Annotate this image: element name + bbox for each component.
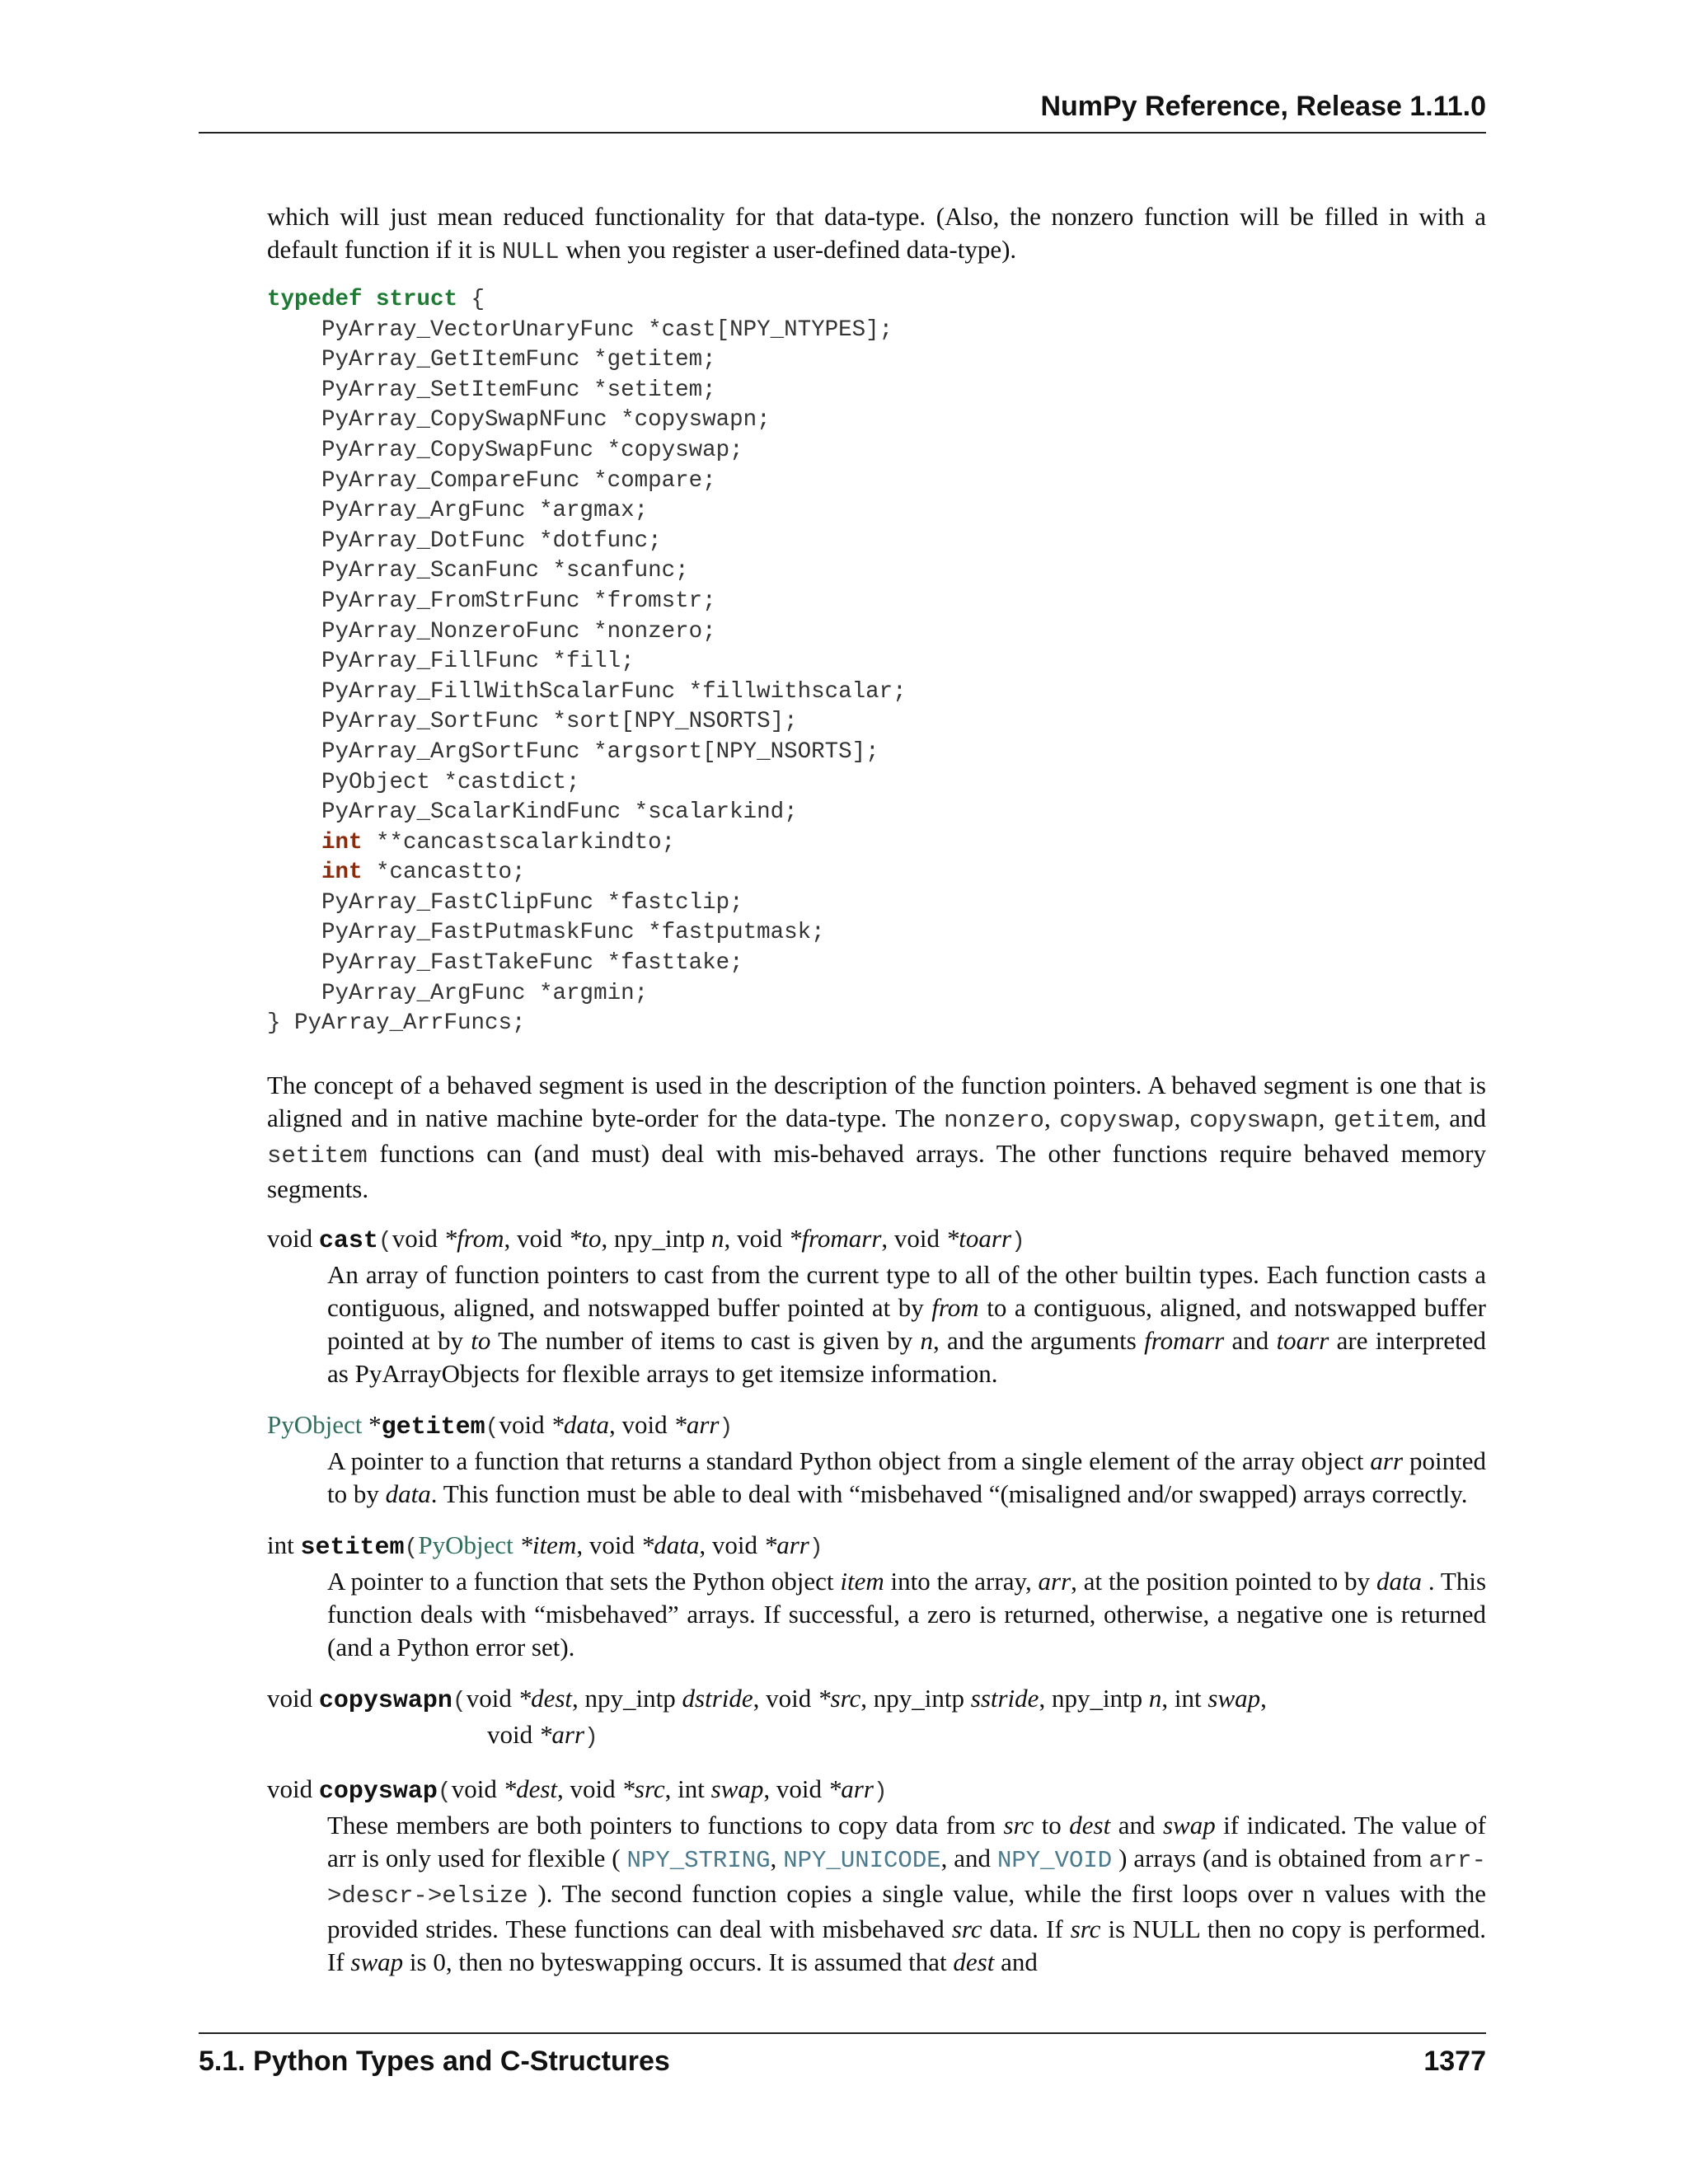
function-name: cast — [318, 1226, 378, 1255]
desc-text: and — [1110, 1810, 1163, 1840]
arg-name: *data — [551, 1409, 609, 1439]
code-keyword: typedef struct — [267, 287, 458, 312]
desc-text: These members are both pointers to functions to copy data from — [327, 1810, 1004, 1840]
desc-text: , at the position pointed to by — [1071, 1566, 1376, 1596]
desc-italic: src — [1003, 1810, 1034, 1840]
arg-type: , npy_intp — [572, 1683, 682, 1713]
paren: ( — [377, 1228, 392, 1254]
arg-name: dstride — [682, 1683, 753, 1713]
desc-text: and — [994, 1947, 1038, 1976]
intro-text: a default function if it is — [267, 202, 1487, 264]
code-keyword: int — [321, 829, 363, 855]
desc-italic: src — [951, 1914, 982, 1943]
desc-italic: fromarr — [1144, 1325, 1225, 1355]
return-type: int — [267, 1530, 301, 1559]
arg-type: void — [451, 1774, 504, 1803]
page-header — [199, 91, 1486, 134]
desc-italic: toarr — [1276, 1325, 1329, 1355]
desc-text: A pointer to a function that returns a standard Python object from a single element of the array object — [327, 1446, 1371, 1475]
desc-italic: swap — [1162, 1810, 1216, 1840]
arg-type: , npy_intp — [860, 1683, 971, 1713]
code-line: PyArray_FastTakeFunc *fasttake; — [321, 950, 743, 977]
code-line: PyArray_CopySwapNFunc *copyswapn; — [321, 407, 771, 434]
desc-text: , and — [940, 1843, 997, 1872]
arg-name: *src — [621, 1774, 665, 1803]
desc-text: to a contiguous, aligned, and notswapped buffer pointed at by — [327, 1292, 1486, 1355]
code-line: } PyArray_ArrFuncs; — [267, 1010, 526, 1037]
code-line: PyArray_ScanFunc *scanfunc; — [321, 558, 689, 584]
null-literal: NULL — [501, 238, 560, 265]
desc-text: data. If — [982, 1914, 1071, 1943]
signature-copyswapn-cont — [267, 1718, 1486, 1755]
arg-type: void — [392, 1223, 444, 1253]
code-line: PyArray_ArgFunc *argmax; — [321, 498, 649, 524]
arg-name: *arr — [828, 1774, 874, 1803]
code-line: PyArray_CompareFunc *compare; — [321, 467, 716, 494]
code-line: PyArray_SetItemFunc *setitem; — [321, 377, 716, 403]
description-getitem — [327, 1445, 1486, 1511]
desc-italic: n — [920, 1325, 934, 1355]
page-content — [267, 200, 1486, 1997]
desc-italic: dest — [1069, 1810, 1111, 1840]
desc-text: are interpreted as PyArrayObjects for flexible arrays to get itemsize information. — [327, 1325, 1487, 1388]
arg-type: , npy_intp — [601, 1223, 711, 1253]
code-line: PyArray_GetItemFunc *getitem; — [321, 347, 716, 373]
description-copyswap — [327, 1809, 1486, 1979]
paren: ) — [719, 1414, 734, 1441]
desc-italic: swap — [350, 1947, 404, 1976]
npy-string-link[interactable]: NPY_STRING — [626, 1846, 771, 1874]
desc-italic: from — [931, 1292, 979, 1322]
arg-type: , void — [763, 1774, 828, 1803]
arg-name: *toarr — [945, 1223, 1012, 1253]
arg-name: *item — [513, 1530, 577, 1559]
desc-text: if indicated. The value of arr is only used for flexible ( — [327, 1810, 1486, 1872]
desc-text: An array of function pointers to cast from the current type to all of the other builtin types. Each function casts a contiguous, aligned, and notswapped buffer pointed at by — [327, 1259, 1486, 1322]
npy-void-link[interactable]: NPY_VOID — [996, 1846, 1113, 1874]
concept-text: , — [1318, 1103, 1334, 1132]
paren: ( — [485, 1414, 499, 1441]
desc-text: pointed to by — [327, 1446, 1486, 1508]
arg-type: void — [499, 1409, 551, 1439]
desc-text: is 0, then no byteswapping occurs. It is assumed that — [403, 1947, 954, 1976]
function-name: copyswapn — [318, 1686, 452, 1715]
code-lines — [267, 317, 907, 826]
code-block — [267, 285, 1486, 1039]
desc-italic: data — [385, 1479, 431, 1508]
concept-text: , — [1043, 1103, 1060, 1132]
pyobject-link[interactable]: PyObject — [267, 1409, 363, 1439]
desc-italic: arr — [1038, 1566, 1071, 1596]
arg-name: *data — [640, 1530, 700, 1559]
def-getitem — [267, 1408, 1486, 1511]
code-ref: copyswap — [1059, 1106, 1175, 1134]
code-ref: arr->descr->elsize — [327, 1846, 1486, 1910]
concept-text: The concept of a behaved segment is used in the description of the function pointers. A behaved segment is one that is aligned and in native machine byte-order for the data-type. The — [267, 1070, 1486, 1132]
desc-text: into the array, — [884, 1566, 1039, 1596]
page-number: 1377 — [1423, 2046, 1486, 2077]
def-copyswapn — [267, 1682, 1486, 1755]
code-line: *cancastto; — [362, 860, 526, 886]
arg-name: *arr — [763, 1530, 809, 1559]
arg-type: , void — [557, 1774, 622, 1803]
def-copyswap — [267, 1773, 1486, 1979]
npy-unicode-link[interactable]: NPY_UNICODE — [783, 1846, 941, 1874]
desc-text: , and the arguments — [933, 1325, 1145, 1355]
signature-getitem — [267, 1408, 1486, 1445]
arg-name: swap — [710, 1774, 764, 1803]
code-text: { — [457, 287, 485, 312]
concept-text: , — [1174, 1103, 1189, 1132]
paren: ) — [584, 1724, 598, 1750]
code-lines — [267, 890, 825, 1006]
code-line: PyArray_ScalarKindFunc *scalarkind; — [321, 799, 798, 826]
desc-text: . This function must be able to deal with “misbehaved “(misaligned and/or swapped) arrays correctly. — [430, 1479, 1468, 1508]
paren: ( — [404, 1535, 419, 1561]
function-name: getitem — [381, 1413, 485, 1441]
arg-type: , void — [699, 1530, 764, 1559]
arg-name: *arr — [538, 1719, 585, 1749]
arg-type: , void — [608, 1409, 674, 1439]
arg-type: , void — [881, 1223, 946, 1253]
signature-copyswap — [267, 1773, 1486, 1809]
arg-type: , void — [504, 1223, 569, 1253]
code-keyword: int — [321, 860, 363, 886]
signature-copyswapn — [267, 1682, 1486, 1718]
desc-text: ). The second function copies a single value, while the first loops over n values with the provided strides. These functions can deal with misbehaved — [327, 1878, 1486, 1943]
arg-type: void — [466, 1683, 518, 1713]
desc-text: and — [1224, 1325, 1277, 1355]
arg-type: , void — [753, 1683, 818, 1713]
code-line: PyArray_CopySwapFunc *copyswap; — [321, 437, 743, 463]
desc-italic: arr — [1370, 1446, 1404, 1475]
paren: ) — [1011, 1228, 1025, 1254]
return-type: * — [362, 1409, 382, 1439]
paren: ) — [809, 1535, 823, 1561]
arg-name: n — [710, 1223, 724, 1253]
desc-text: is NULL then no copy is performed. If — [327, 1914, 1486, 1976]
desc-text: , — [770, 1843, 784, 1872]
desc-italic: to — [471, 1325, 491, 1355]
arg-type: , — [1260, 1683, 1267, 1713]
code-ref: copyswapn — [1189, 1106, 1319, 1134]
arg-name: sstride — [970, 1683, 1039, 1713]
description-cast — [327, 1258, 1486, 1390]
desc-italic: item — [840, 1566, 884, 1596]
code-ref: setitem — [267, 1141, 368, 1169]
concept-text: , and — [1433, 1103, 1487, 1132]
return-type: void — [267, 1774, 319, 1803]
code-line: PyArray_DotFunc *dotfunc; — [321, 527, 662, 554]
code-line: PyArray_VectorUnaryFunc *cast[NPY_NTYPES]; — [321, 316, 893, 343]
intro-text: which will just mean reduced functionality for that data-type. (Also, the nonzero function will be filled in with — [267, 202, 1465, 231]
paren: ( — [452, 1688, 467, 1714]
arg-type: , void — [724, 1223, 789, 1253]
arg-name: *from — [443, 1223, 504, 1253]
code-line: PyArray_FastPutmaskFunc *fastputmask; — [321, 920, 825, 946]
code-line: PyArray_ArgFunc *argmin; — [321, 980, 649, 1006]
intro-text: when you register a user-defined data-type). — [559, 235, 1017, 264]
return-type: void — [267, 1683, 319, 1713]
paren: ) — [873, 1779, 888, 1805]
code-line: PyArray_FastClipFunc *fastclip; — [321, 889, 743, 916]
def-setitem — [267, 1529, 1486, 1664]
arg-type: , int — [664, 1774, 711, 1803]
arg-type: , npy_intp — [1039, 1683, 1149, 1713]
desc-text: to — [1034, 1810, 1070, 1840]
signature-cast — [267, 1222, 1486, 1258]
pyobject-link[interactable]: PyObject — [418, 1530, 513, 1559]
concept-text: functions can (and must) deal with mis-behaved arrays. The other functions require behaved memory segments. — [267, 1138, 1486, 1203]
arg-name: *fromarr — [788, 1223, 882, 1253]
code-line: PyArray_SortFunc *sort[NPY_NSORTS]; — [321, 709, 798, 735]
arg-type: , int — [1161, 1683, 1208, 1713]
arg-name: *arr — [673, 1409, 720, 1439]
intro-paragraph — [267, 200, 1486, 269]
arg-name: *dest — [503, 1774, 558, 1803]
return-type: void — [267, 1223, 319, 1253]
code-line: PyArray_FromStrFunc *fromstr; — [321, 588, 716, 614]
def-cast — [267, 1222, 1486, 1390]
code-line: PyArray_ArgSortFunc *argsort[NPY_NSORTS]; — [321, 738, 879, 765]
code-line: **cancastscalarkindto; — [362, 829, 676, 855]
function-name: copyswap — [318, 1777, 438, 1806]
desc-text: ) arrays (and is obtained from — [1112, 1843, 1429, 1872]
code-ref: getitem — [1334, 1106, 1434, 1134]
code-line: PyArray_FillWithScalarFunc *fillwithscalar; — [321, 678, 907, 705]
arg-name: swap — [1207, 1683, 1261, 1713]
arg-name: *dest — [518, 1683, 573, 1713]
desc-text: . This function deals with “misbehaved” arrays. If successful, a zero is returned, otherwise, a negative one is returned (and a Python error set). — [327, 1566, 1487, 1661]
arg-name: *src — [818, 1683, 861, 1713]
page-footer — [199, 2032, 1486, 2082]
code-line: PyObject *castdict; — [321, 769, 580, 795]
desc-italic: data — [1376, 1566, 1423, 1596]
arg-name: n — [1148, 1683, 1162, 1713]
desc-text: A pointer to a function that sets the Python object — [327, 1566, 841, 1596]
desc-italic: dest — [953, 1947, 995, 1976]
desc-text: The number of items to cast is given by — [490, 1325, 921, 1355]
arg-type: void — [487, 1719, 539, 1749]
footer-section-title: 5.1. Python Types and C-Structures — [199, 2046, 670, 2077]
code-ref: nonzero — [944, 1106, 1044, 1134]
concept-paragraph — [267, 1069, 1486, 1206]
arg-type: , void — [576, 1530, 641, 1559]
function-name: setitem — [300, 1533, 405, 1562]
header-title: NumPy Reference, Release 1.11.0 — [1040, 91, 1486, 122]
desc-italic: src — [1070, 1914, 1101, 1943]
code-line: PyArray_FillFunc *fill; — [321, 649, 635, 675]
paren: ( — [437, 1779, 452, 1805]
description-setitem — [327, 1565, 1486, 1664]
code-line: PyArray_NonzeroFunc *nonzero; — [321, 618, 716, 644]
arg-name: *to — [568, 1223, 602, 1253]
signature-setitem — [267, 1529, 1486, 1565]
